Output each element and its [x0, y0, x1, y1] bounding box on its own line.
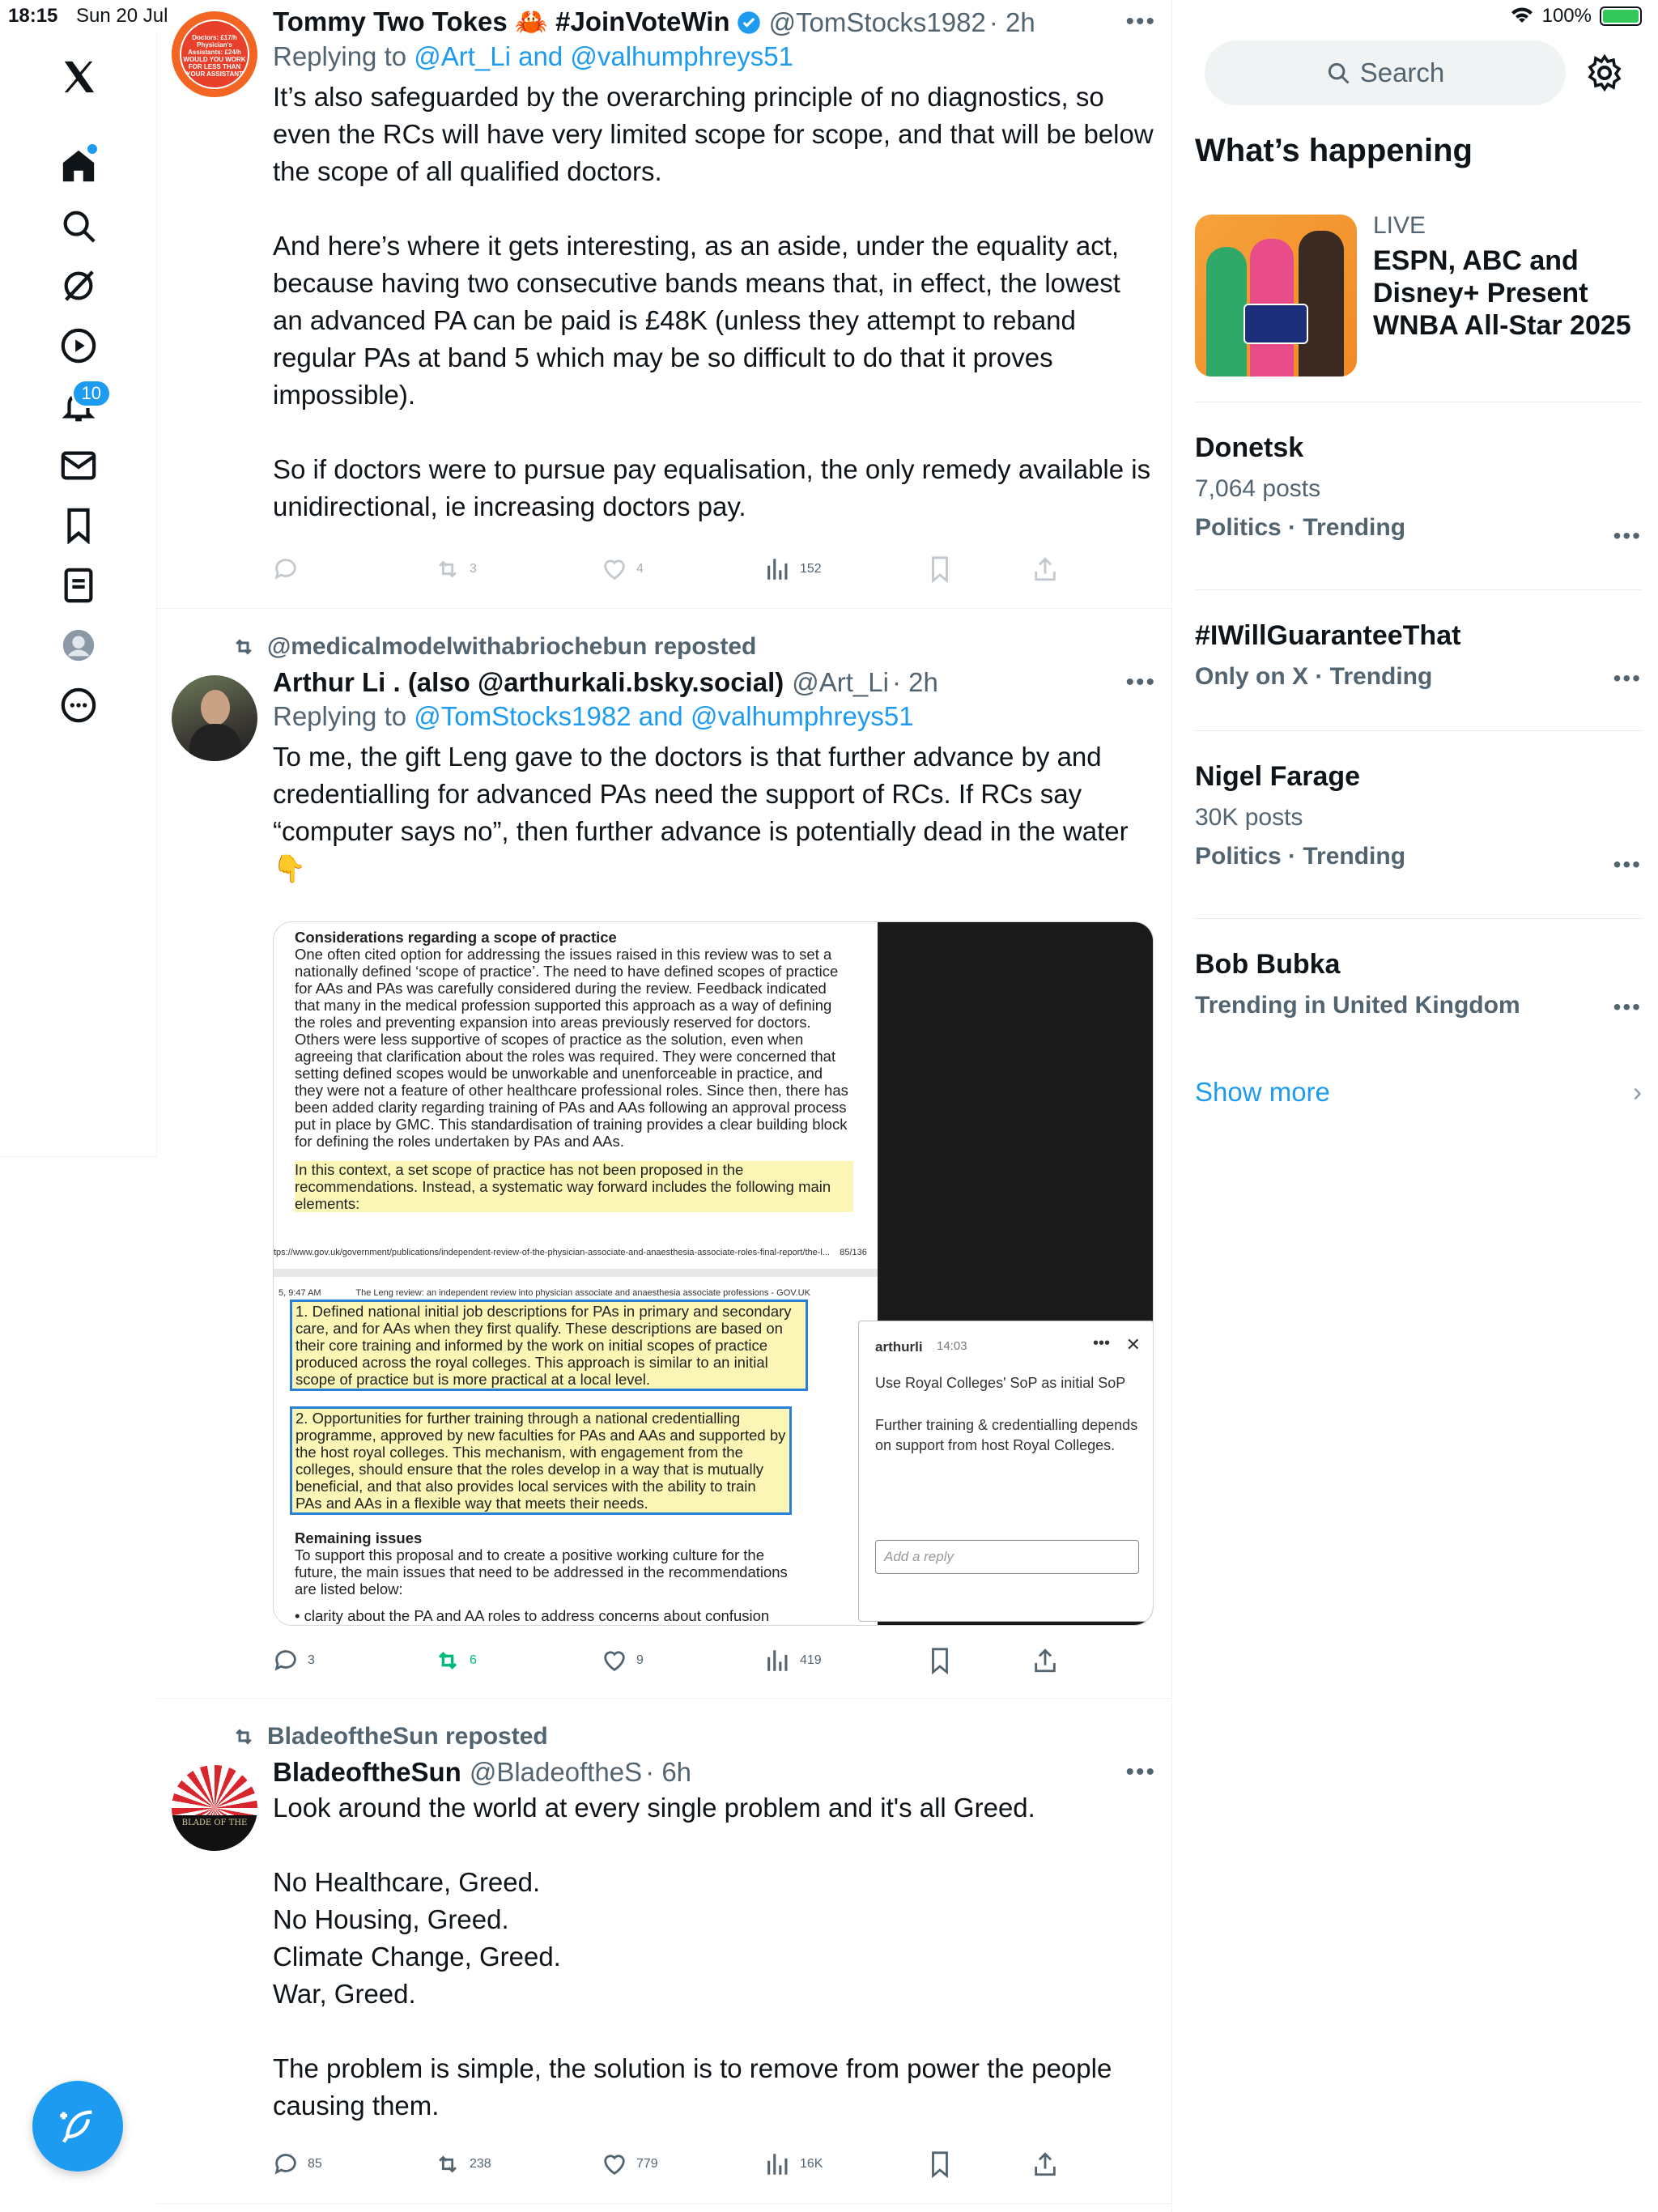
- bookmark-button[interactable]: [926, 555, 954, 583]
- more-menu-icon[interactable]: •••: [1125, 8, 1156, 35]
- repost-count: 3: [470, 562, 477, 576]
- repost-button[interactable]: [434, 1647, 477, 1674]
- repost-icon: [434, 2150, 461, 2178]
- reply-count: 3: [308, 1653, 315, 1667]
- bookmark-icon: [926, 555, 954, 583]
- bookmark-button[interactable]: [926, 1647, 954, 1674]
- share-icon: [1031, 555, 1059, 583]
- heart-icon: [601, 555, 628, 583]
- heart-icon: [601, 2150, 628, 2178]
- reply-to-link[interactable]: @TomStocks1982 and @valhumphreys51: [414, 701, 914, 731]
- trend-name: Bob Bubka: [1195, 949, 1341, 980]
- x-logo-icon[interactable]: [50, 49, 107, 105]
- avatar[interactable]: [172, 1765, 257, 1851]
- like-button[interactable]: [601, 2150, 658, 2178]
- tweet-media-image[interactable]: [273, 921, 1154, 1626]
- tweet-header: [273, 1757, 1155, 1788]
- verified-badge-icon: [737, 11, 761, 35]
- status-date: Sun 20 Jul: [76, 5, 168, 27]
- analytics-icon: [764, 2150, 792, 2178]
- home-icon[interactable]: [50, 138, 107, 194]
- display-name[interactable]: BladeoftheSun: [273, 1757, 461, 1787]
- avatar-logo-text: BLADE OF THE: [172, 1815, 257, 1851]
- trend-name: Nigel Farage: [1195, 761, 1361, 792]
- search-icon[interactable]: [50, 198, 107, 254]
- repost-button[interactable]: [434, 555, 477, 583]
- reply-icon: [272, 2150, 300, 2178]
- profile-icon[interactable]: [50, 617, 107, 674]
- right-sidebar: [1172, 0, 1658, 2212]
- doc-remaining-text: To support this proposal and to create a positive working culture for the future, the main issues that need to be addressed in the recommendations are listed below:: [295, 1546, 788, 1597]
- comment-more-icon: •••: [1092, 1334, 1110, 1352]
- doc-paragraph: One often cited option for addressing the issues raised in this review was to set a nationally defined ‘scope of practice’. The need to have defined scopes of practice for AAs and PAs was carefully considered during the review. Feedback indicated that many in the medical profession supported this approach as a way of defining the roles and preventing expansion into areas previously reserved for doctors. Others were less supportive of scopes of practice as the solution, even when agreeing that clarification about the roles was required. They were concerned that setting defined scopes would be unworkable and unenforceable in practice, and they were not a feature of other healthcare professional roles. Since then, there has been added clarity regarding training of PAs and AAs following an approval process put in place by GMC. This standardisation of training provides a clear building block for defining the roles undertaken by PAs and AAs.: [295, 946, 848, 1150]
- tweet-text: To me, the gift Leng gave to the doctors is that further advance by and credentialling for advanced PAs need the support of RCs. If RCs say “computer says no”, then further advance is potentially dead in the water 👇: [273, 742, 1129, 883]
- reply-button[interactable]: [272, 555, 300, 583]
- whats-happening-title: What’s happening: [1195, 133, 1473, 168]
- trend-category: Politics · Trending: [1195, 843, 1406, 870]
- trend-post-count: 7,064 posts: [1195, 475, 1321, 502]
- tweet-header: [273, 6, 1155, 38]
- repost-icon: [232, 635, 256, 659]
- reposted-by[interactable]: BladeoftheSun reposted: [267, 1723, 548, 1750]
- doc-item-2: 2. Opportunities for further training through a national credentialling programme, approved by new faculties for PAs and AAs and supported by the host royal colleges. This mechanism, with engagement from the colleges, should ensure that the roles develop in a way that is mutually beneficial, and that also provides local services with the ability to train PAs and AAs in a flexible way that meets their needs.: [290, 1406, 792, 1515]
- like-count: 4: [636, 562, 644, 576]
- trend-category: Trending in United Kingdom: [1195, 992, 1520, 1019]
- comment-popup: [858, 1321, 1154, 1622]
- bookmark-button[interactable]: [926, 2150, 954, 2178]
- tweet[interactable]: [157, 609, 1172, 1699]
- comment-user: arthurli: [875, 1339, 923, 1355]
- view-count: 16K: [800, 2157, 823, 2171]
- trend-item[interactable]: [1195, 949, 1642, 1019]
- trend-item[interactable]: [1195, 761, 1642, 877]
- notifications-badge: 10: [71, 379, 112, 408]
- share-button[interactable]: [1031, 1647, 1059, 1674]
- views-button[interactable]: [764, 2150, 823, 2178]
- doc-url: tps://www.gov.uk/government/publications/independent-review-of-the-physician-associate-and-anaesthesia-associate-roles-final-report/the-l... 85/136: [274, 1248, 867, 1257]
- handle[interactable]: @TomStocks1982: [768, 6, 986, 37]
- featured-trend-title: ESPN, ABC and Disney+ Present WNBA All-Star 2025: [1373, 245, 1631, 341]
- avatar-sign-text: Doctors: £17/h Physician's Assistants: £24/h WOULD YOU WORK FOR LESS THAN YOUR ASSISTANT: [180, 19, 249, 89]
- settings-gear-icon[interactable]: [1585, 53, 1624, 92]
- analytics-icon: [764, 1647, 792, 1674]
- comment-line-1: Use Royal Colleges' SoP as initial SoP: [875, 1375, 1126, 1391]
- repost-count: 6: [470, 1653, 477, 1667]
- show-more-label: Show more: [1195, 1077, 1330, 1107]
- more-menu-icon[interactable]: •••: [1125, 1759, 1156, 1785]
- notifications-bell-icon[interactable]: [50, 377, 107, 434]
- doc-remaining-heading: Remaining issues: [295, 1529, 423, 1546]
- more-options-icon[interactable]: [50, 677, 107, 734]
- rail-divider: [0, 1156, 157, 1157]
- search-icon: [1326, 61, 1350, 85]
- featured-trend[interactable]: [1373, 212, 1642, 342]
- home-unread-dot: [87, 144, 97, 154]
- repost-icon: [434, 555, 461, 583]
- trend-item[interactable]: [1195, 620, 1642, 691]
- show-more-link[interactable]: [1195, 1077, 1642, 1108]
- doc-highlight: In this context, a set scope of practice has not been proposed in the recommendations. Instead, a systematic way forward includes the following main elements:: [295, 1161, 853, 1212]
- share-button[interactable]: [1031, 2150, 1059, 2178]
- more-menu-icon[interactable]: •••: [1125, 669, 1156, 696]
- trend-more-icon[interactable]: •••: [1613, 994, 1642, 1019]
- comment-reply-field: Add a reply: [875, 1540, 1139, 1574]
- view-count: 152: [800, 562, 822, 576]
- timestamp[interactable]: · 2h: [988, 6, 1035, 37]
- video-play-icon[interactable]: [50, 317, 107, 374]
- repost-indicator: [232, 633, 756, 661]
- repost-indicator: [232, 1723, 548, 1750]
- timestamp[interactable]: · 6h: [645, 1757, 692, 1787]
- reply-to-link[interactable]: @Art_Li and @valhumphreys51: [414, 41, 794, 71]
- tweet-text: Look around the world at every single problem and it's all Greed. No Healthcare, Greed. No Housing, Greed. Climate Change, Greed. War, Greed. The problem is simple, the solution is to remove from power the people causing them.: [273, 1793, 1112, 2121]
- share-icon: [1031, 1647, 1059, 1674]
- featured-trend-image[interactable]: [1195, 215, 1357, 376]
- trend-name: #IWillGuaranteeThat: [1195, 620, 1461, 651]
- tweet[interactable]: [157, 0, 1172, 609]
- bookmark-icon: [926, 2150, 954, 2178]
- handle[interactable]: @Art_Li: [792, 667, 889, 697]
- handle[interactable]: @BladeoftheS: [469, 1757, 643, 1787]
- doc-page-number: 85/136: [840, 1248, 867, 1257]
- battery-percent: 100%: [1541, 5, 1592, 27]
- trend-more-icon[interactable]: •••: [1613, 523, 1642, 548]
- replying-to: Replying to @Art_Li and @valhumphreys51: [273, 41, 794, 71]
- left-nav-rail: [0, 32, 157, 1158]
- chevron-right-icon: ›: [1633, 1077, 1642, 1107]
- like-count: 9: [636, 1653, 644, 1667]
- bookmarks-icon[interactable]: [50, 497, 107, 554]
- comment-line-2: Further training & credentialling depends on support from host Royal Colleges.: [875, 1417, 1138, 1453]
- compose-post-button[interactable]: [32, 2081, 123, 2172]
- trend-more-icon[interactable]: •••: [1613, 666, 1642, 691]
- search-input[interactable]: [1205, 40, 1566, 105]
- trend-more-icon[interactable]: •••: [1613, 852, 1642, 877]
- view-count: 419: [800, 1653, 822, 1667]
- status-time: 18:15: [8, 5, 58, 27]
- comment-time: 14:03: [937, 1339, 967, 1353]
- tweet-text: It’s also safeguarded by the overarching principle of no diagnostics, so even the RCs will have very limited scope for scope, and that will be below the scope of all qualified doctors. And here’s where it gets interesting, as an aside, under the equality act, because having two consecutive bands means that, in effect, the lowest an advanced PA can be paid is £48K (unless they attempt to reband regular PAs at band 5 which may be so difficult to do that it proves impossible). So if doctors were to pursue pay equalisation, the only remedy available is unidirectional, ie increasing doctors pay.: [273, 82, 1154, 521]
- bookmark-icon: [926, 1647, 954, 1674]
- display-name[interactable]: Tommy Two Tokes 🦀 #JoinVoteWin: [273, 6, 730, 36]
- like-button[interactable]: [601, 1647, 644, 1674]
- share-button[interactable]: [1031, 555, 1059, 583]
- grok-icon[interactable]: [50, 257, 107, 314]
- repost-button[interactable]: [434, 2150, 491, 2178]
- heart-icon: [601, 1647, 628, 1674]
- doc-bullet: • clarity about the PA and AA roles to address concerns about confusion: [295, 1607, 770, 1624]
- live-label: LIVE: [1373, 212, 1426, 239]
- analytics-icon: [764, 555, 792, 583]
- reply-count: 85: [308, 2157, 322, 2171]
- display-name[interactable]: Arthur Li . (also @arthurkali.bsky.social): [273, 667, 784, 697]
- trend-category: Only on X · Trending: [1195, 663, 1433, 690]
- reply-button[interactable]: [272, 1647, 315, 1674]
- tweet[interactable]: [157, 1699, 1172, 2204]
- comment-close-icon: ✕: [1125, 1334, 1141, 1355]
- avatar[interactable]: [172, 11, 257, 97]
- reposted-by[interactable]: @medicalmodelwithabriochebun reposted: [267, 633, 757, 660]
- doc-item-1: 1. Defined national initial job descriptions for PAs in primary and secondary care, and for AAs when they first qualify. These descriptions are based on their core training and informed by the work on initial scopes of practice produced across the royal colleges. This approach is similar to an initial scope of practice but is more practical at a local level.: [290, 1300, 808, 1391]
- repost-icon: [434, 1647, 461, 1674]
- repost-count: 238: [470, 2157, 491, 2171]
- like-count: 779: [636, 2157, 658, 2171]
- trend-item[interactable]: [1195, 432, 1642, 548]
- reply-icon: [272, 1647, 300, 1674]
- tweet-header: [273, 667, 1155, 698]
- timeline: [157, 0, 1172, 2212]
- doc-heading: Considerations regarding a scope of practice: [295, 929, 617, 946]
- share-icon: [1031, 2150, 1059, 2178]
- messages-icon[interactable]: [50, 437, 107, 494]
- trend-post-count: 30K posts: [1195, 804, 1303, 831]
- search-placeholder: Search: [1359, 57, 1445, 87]
- compose-feather-icon: [57, 2105, 99, 2147]
- lists-icon[interactable]: [50, 557, 107, 614]
- trend-category: Politics · Trending: [1195, 514, 1406, 541]
- repost-icon: [232, 1725, 256, 1749]
- reply-icon: [272, 555, 300, 583]
- timestamp[interactable]: · 2h: [891, 667, 938, 697]
- views-button[interactable]: [764, 1647, 822, 1674]
- document-screenshot: [274, 922, 878, 1626]
- replying-to: Replying to @TomStocks1982 and @valhumphreys51: [273, 701, 914, 731]
- avatar[interactable]: [172, 675, 257, 761]
- reply-button[interactable]: [272, 2150, 322, 2178]
- trend-name: Donetsk: [1195, 432, 1304, 463]
- doc-page-header: 5, 9:47 AM The Leng review: an independent review into physician associate and anaesthesia associate professions - GOV.UK: [278, 1288, 810, 1298]
- views-button[interactable]: [764, 555, 822, 583]
- like-button[interactable]: [601, 555, 644, 583]
